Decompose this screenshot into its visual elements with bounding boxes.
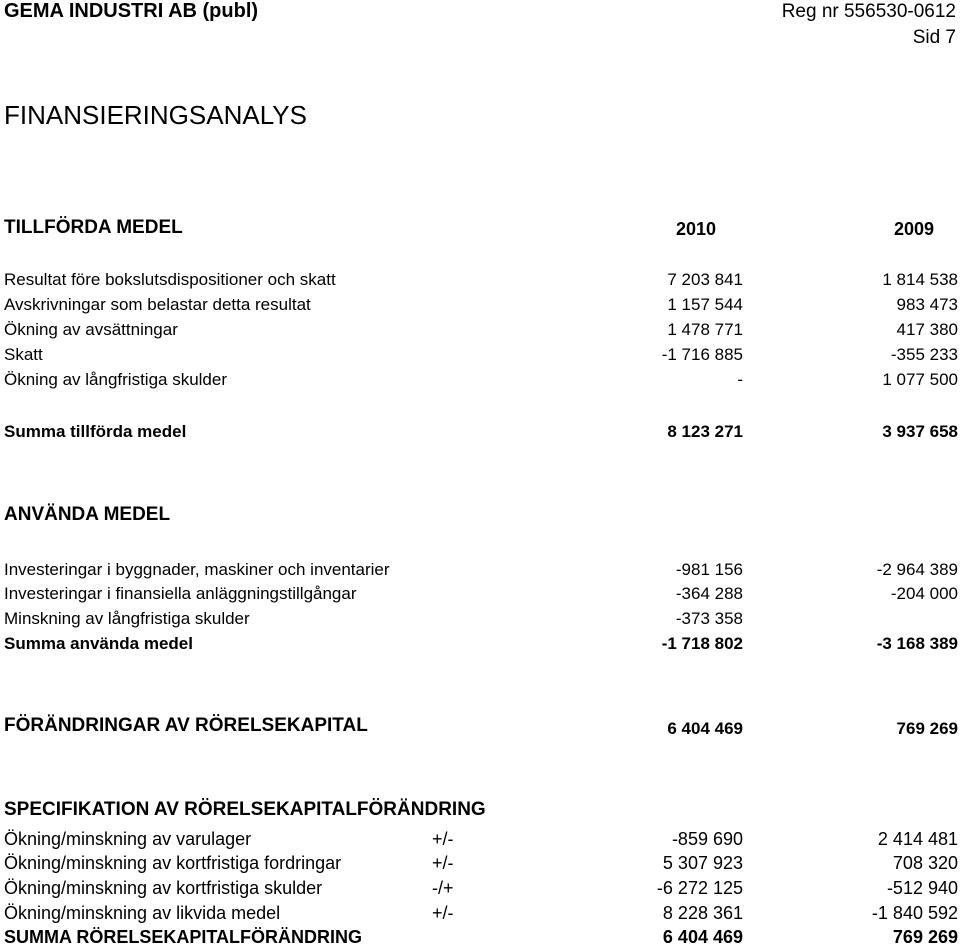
value-2009: -355 233 [890, 345, 958, 364]
row-label: Investeringar i byggnader, maskiner och inventarier [4, 560, 390, 579]
total-value-2009: 3 937 658 [882, 422, 958, 441]
sign-indicator: +/- [432, 903, 454, 923]
sign-indicator: +/- [432, 853, 454, 873]
row-label: Minskning av långfristiga skulder [4, 609, 250, 628]
page-title: FINANSIERINGSANALYS [4, 100, 307, 130]
value-2009: 708 320 [892, 853, 958, 873]
row-label: Ökning av långfristiga skulder [4, 370, 228, 389]
value-2009: -2 964 389 [876, 560, 958, 579]
value-2010: 5 307 923 [662, 853, 743, 873]
value-2010: -1 716 885 [661, 345, 743, 364]
total-value-2010: 8 123 271 [667, 422, 743, 441]
column-header-2009: 2009 [893, 219, 934, 239]
value-2009: 2 414 481 [877, 829, 958, 849]
company-name: GEMA INDUSTRI AB (publ) [4, 0, 259, 22]
row-label: Ökning/minskning av varulager [4, 829, 252, 849]
value-2010: 8 228 361 [662, 903, 743, 923]
row-label: Skatt [4, 345, 43, 364]
value-2009: 417 380 [896, 320, 958, 339]
value-2010: - [737, 370, 743, 389]
row-label: Ökning av avsättningar [4, 320, 178, 339]
value-2009: 1 077 500 [882, 370, 958, 389]
total-label: SUMMA RÖRELSEKAPITALFÖRÄNDRING [4, 927, 362, 947]
section-heading: TILLFÖRDA MEDEL [4, 217, 183, 238]
forandringar-value-2009: 769 269 [896, 719, 958, 738]
row-label: Avskrivningar som belastar detta resultat [4, 295, 311, 314]
total-label: Summa tillförda medel [4, 422, 187, 441]
column-header-2010: 2010 [675, 219, 716, 239]
row-label: Investeringar i finansiella anläggningstillgångar [4, 584, 357, 603]
value-2010: -981 156 [675, 560, 743, 579]
section-heading: SPECIFIKATION AV RÖRELSEKAPITALFÖRÄNDRING [4, 799, 486, 820]
value-2010: 7 203 841 [667, 270, 743, 289]
section-heading: ANVÄNDA MEDEL [4, 504, 171, 525]
value-2009: -512 940 [886, 878, 958, 898]
value-2009: 983 473 [896, 295, 958, 314]
section-heading: FÖRÄNDRINGAR AV RÖRELSEKAPITAL [4, 715, 368, 736]
row-label: Ökning/minskning av kortfristiga skulder [4, 878, 323, 898]
row-label: Resultat före bokslutsdispositioner och skatt [4, 270, 336, 289]
sign-indicator: -/+ [432, 878, 454, 898]
row-label: Ökning/minskning av likvida medel [4, 903, 281, 923]
value-2010: 1 478 771 [667, 320, 743, 339]
value-2009: -1 840 592 [871, 903, 958, 923]
value-2010: -373 358 [675, 609, 743, 628]
row-label: Ökning/minskning av kortfristiga fordringar [4, 853, 342, 873]
value-2010: -859 690 [671, 829, 743, 849]
total-value-2010: -1 718 802 [661, 634, 743, 653]
registration-number: Reg nr 556530-0612 [781, 1, 956, 22]
total-value-2010: 6 404 469 [662, 927, 743, 947]
forandringar-value-2010: 6 404 469 [667, 719, 743, 738]
total-label: Summa använda medel [4, 634, 193, 653]
total-value-2009: -3 168 389 [876, 634, 958, 653]
page-number: Sid 7 [912, 27, 956, 48]
total-value-2009: 769 269 [892, 927, 958, 947]
value-2009: 1 814 538 [882, 270, 958, 289]
value-2009: -204 000 [890, 584, 958, 603]
value-2010: -364 288 [675, 584, 743, 603]
sign-indicator: +/- [432, 829, 454, 849]
value-2010: 1 157 544 [667, 295, 743, 314]
value-2010: -6 272 125 [656, 878, 743, 898]
